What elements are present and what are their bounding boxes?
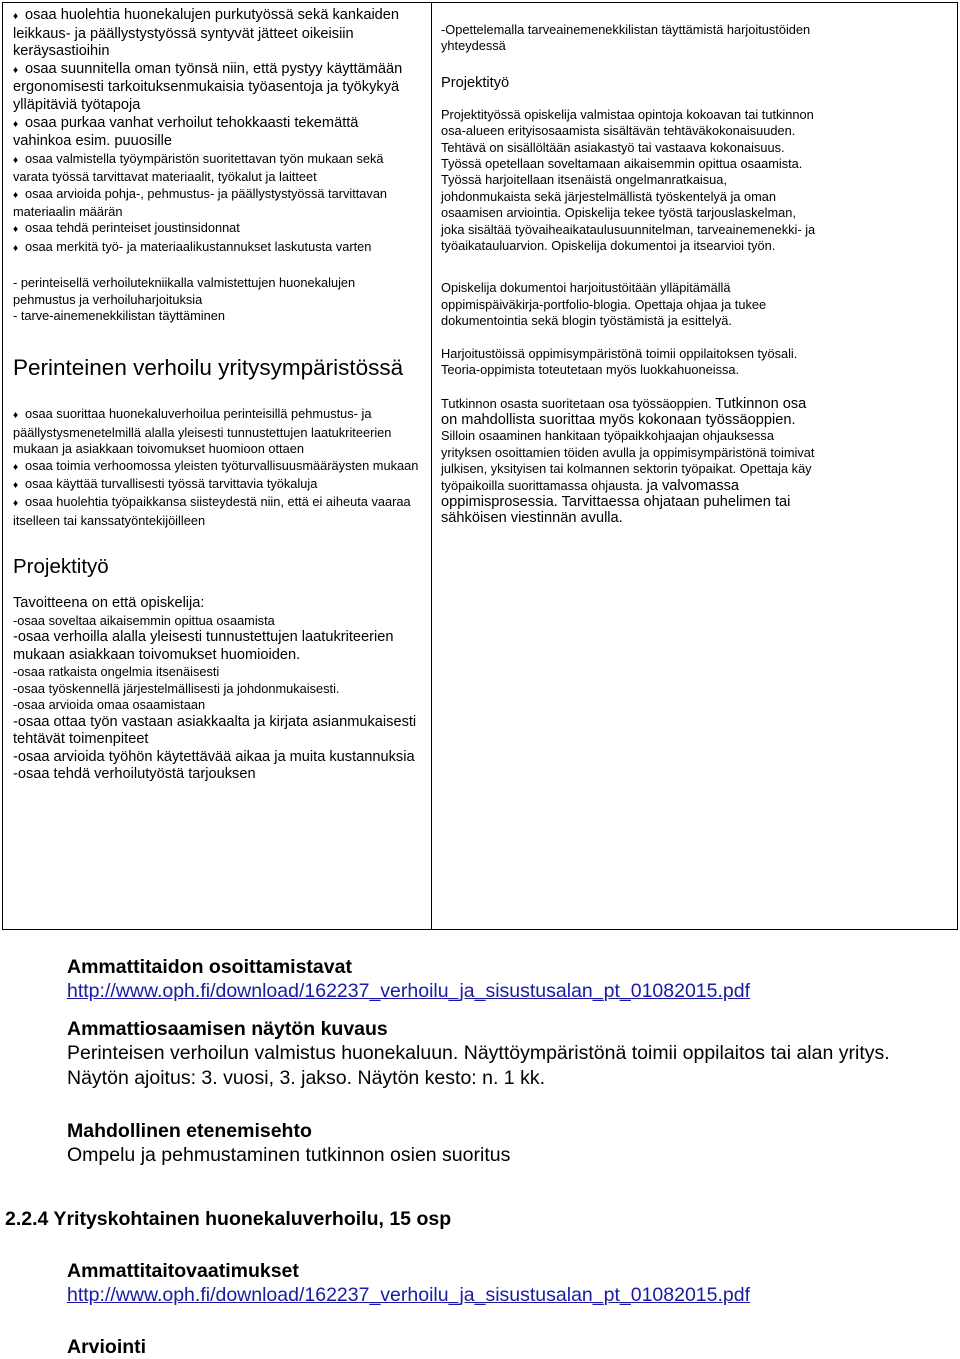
- diamond-bullet-icon: ♦: [13, 498, 19, 510]
- bullet-item: ♦ osaa tehdä perinteiset joustinsidonnat: [13, 220, 419, 238]
- right-paragraph: [441, 396, 817, 527]
- goal-line: -osaa soveltaa aikaisemmin opittua osaamista: [13, 612, 275, 628]
- bullet-item: ♦ osaa suorittaa huonekaluverhoilua perinteisillä pehmustus- ja päällystysmenetelmillä alalla yleisesti tunnustettujen laatukriteerien mukaan ja asiakkaan toivomukset huomioon ottaen: [13, 406, 392, 457]
- dash-line: - perinteisellä verhoilutekniikalla valmistettujen huonekalujen pehmustus ja verhoiluharjoituksia: [13, 275, 356, 307]
- ammattitaidon-heading: Ammattitaidon osoittamistavat: [67, 956, 352, 978]
- etenemisehto-text: Ompelu ja pehmustaminen tutkinnon osien suoritus: [67, 1144, 511, 1166]
- goal-line: -osaa arvioida työhön käytettävää aikaa ja muita kustannuksia: [13, 748, 415, 765]
- pdf-link[interactable]: http://www.oph.fi/download/162237_verhoilu_ja_sisustusalan_pt_01082015.pdf: [67, 980, 751, 1002]
- dash-line: - tarve-ainemenekkilistan täyttäminen: [13, 308, 225, 323]
- diamond-bullet-icon: ♦: [13, 480, 19, 492]
- bullet-item: ♦ osaa merkitä työ- ja materiaalikustannukset laskutusta varten: [13, 239, 419, 257]
- arviointi-heading: Arviointi: [67, 1336, 147, 1358]
- bullet-item: ♦ osaa arvioida pohja-, pehmustus- ja päällystystyössä tarvittavan materiaalin määrän: [13, 185, 388, 219]
- bullet-item: ♦ osaa käyttää turvallisesti työssä tarvittavia työkaluja: [13, 476, 419, 494]
- bullet-item: ♦ osaa huolehtia huonekalujen purkutyössä sekä kankaiden leikkaus- ja päällystystyössä syntyvät jätteet oikeisiin keräysastioihin: [13, 7, 400, 60]
- naytto-heading: Ammattiosaamisen näytön kuvaus: [67, 1018, 388, 1040]
- diamond-bullet-icon: ♦: [13, 11, 19, 22]
- diamond-bullet-icon: ♦: [13, 461, 19, 473]
- diamond-bullet-icon: ♦: [13, 154, 19, 166]
- bullet-item: ♦ osaa toimia verhoomossa yleisten työturvallisuusmääräysten mukaan: [13, 458, 419, 476]
- projekti-label: Projektityö: [441, 74, 510, 91]
- etenemisehto-heading: Mahdollinen etenemisehto: [67, 1120, 312, 1142]
- column-divider: [431, 3, 432, 929]
- right-paragraph: Opiskelija dokumentoi harjoitustöitään ylläpitämällä oppimispäiväkirja-portfolio-blogia. Opettaja ohjaa ja tukee dokumentointia sekä blogin työstämistä ja esittelyä.: [441, 280, 767, 329]
- content-table: [2, 2, 958, 930]
- paragraph-part: Tutkinnon osasta suoritetaan osa työssäoppien.: [441, 395, 712, 411]
- paragraph-part: Silloin osaaminen hankitaan työpaikkohjaajan ohjauksessa yrityksen osoittamien töiden avulla ja oppimisympäristönä toimivat julkisen, yksityisen tai kolmannen sektorin työpaikat. Opettaja käy työpaikoilla suorittamassa ohjausta.: [441, 428, 815, 493]
- naytto-text: Perinteisen verhoilun valmistus huonekaluun. Näyttöympäristönä toimii oppilaitos tai alan yritys. Näytön ajoitus: 3. vuosi, 3. jakso. Näytön kesto: n. 1 kk.: [67, 1042, 890, 1089]
- goal-line: -osaa ratkaista ongelmia itsenäisesti: [13, 664, 220, 680]
- bottom-section: [67, 955, 947, 1168]
- pdf-link-2[interactable]: http://www.oph.fi/download/162237_verhoilu_ja_sisustusalan_pt_01082015.pdf: [67, 1284, 751, 1306]
- goal-line: -osaa työskennellä järjestelmällisesti ja johdonmukaisesti.: [13, 680, 340, 696]
- goal-line: -osaa tehdä verhoilutyöstä tarjouksen: [13, 766, 256, 783]
- diamond-bullet-icon: ♦: [13, 118, 19, 130]
- right-paragraph: Projektityössä opiskelija valmistaa opintoja kokoavan tai tutkinnon osa-alueen erityisosaamista sisältävän tehtäväkokonaisuuden. Tehtävä on sisällöltään asiakastyö tai vastaava kokonaisuus. Työssä opetellaan soveltamaan aikaisemmin opittua osaamista. Työssä harjoitellaan itsenäistä ongelmanratkaisua, johdonmukaista sekä järjestelmällistä työskentelyä ja oman osaamisen arviointia. Opiskelija tekee työstä tarjouslaskelman, joka sisältää työvaiheaikataulusuunnitelman, tarveainemenekki- ja työaikatauluarvion. Opiskelija dokumentoi ja itsearvioi työn.: [441, 106, 816, 254]
- right-paragraph: Harjoitustöissä oppimisympäristönä toimii oppilaitoksen työsali. Teoria-oppimista toteutetaan myös luokkahuoneissa.: [441, 345, 798, 378]
- diamond-bullet-icon: ♦: [13, 242, 19, 254]
- paragraph-part: Tutkinnon osa on mahdollista suorittaa myös kokonaan työssäoppien.: [441, 395, 807, 428]
- goal-line: -osaa ottaa työn vastaan asiakkaalta ja kirjata asianmukaisesti tehtävät toimenpiteet: [13, 713, 417, 748]
- goal-intro: Tavoitteena on että opiskelija:: [13, 595, 205, 612]
- section-title: 2.2.4 Yrityskohtainen huonekaluverhoilu, 15 osp: [5, 1208, 452, 1230]
- right-column: [441, 22, 817, 527]
- bullet-item: ♦ osaa valmistella työympäristön suoritettavan työn mukaan sekä varata työssä tarvittavat materiaalit, työkalut ja laitteet: [13, 150, 384, 185]
- goal-line: -osaa verhoilla alalla yleisesti tunnustettujen laatukriteerien mukaan asiakkaan toivomukset huomioiden.: [13, 629, 394, 663]
- bullet-item: ♦ osaa huolehtia työpaikkansa siisteydestä niin, että ei aiheuta vaaraa itselleen tai kanssatyöntekijöilleen: [13, 494, 411, 528]
- diamond-bullet-icon: ♦: [13, 189, 19, 201]
- bottom-section-2: [67, 1259, 947, 1359]
- left-column: [13, 7, 419, 784]
- right-paragraph: -Opettelemalla tarveainemenekkilistan täyttämistä harjoitustöiden yhteydessä: [441, 22, 811, 54]
- paragraph-part: ja valvomassa oppimisprosessia. Tarvittaessa ohjataan puhelimen tai sähköisen viestinnän avulla.: [441, 477, 791, 527]
- diamond-bullet-icon: ♦: [13, 224, 19, 236]
- bullet-item: ♦ osaa purkaa vanhat verhoilut tehokkaasti tekemättä vahinkoa esim. puuosille: [13, 114, 359, 150]
- ammattitaitovaatimukset-heading: Ammattitaitovaatimukset: [67, 1260, 299, 1282]
- section-heading: Perinteinen verhoilu yritysympäristössä: [13, 355, 404, 381]
- diamond-bullet-icon: ♦: [13, 410, 19, 422]
- bullet-item: ♦ osaa suunnitella oman työnsä niin, että pystyy käyttämään ergonomisesti tarkoituksenmukaisia työasentoja ja työkykyä ylläpitäviä työtapoja: [13, 60, 403, 113]
- diamond-bullet-icon: ♦: [13, 64, 19, 76]
- projekti-heading: Projektityö: [13, 555, 109, 579]
- goal-line: -osaa arvioida omaa osaamistaan: [13, 697, 206, 713]
